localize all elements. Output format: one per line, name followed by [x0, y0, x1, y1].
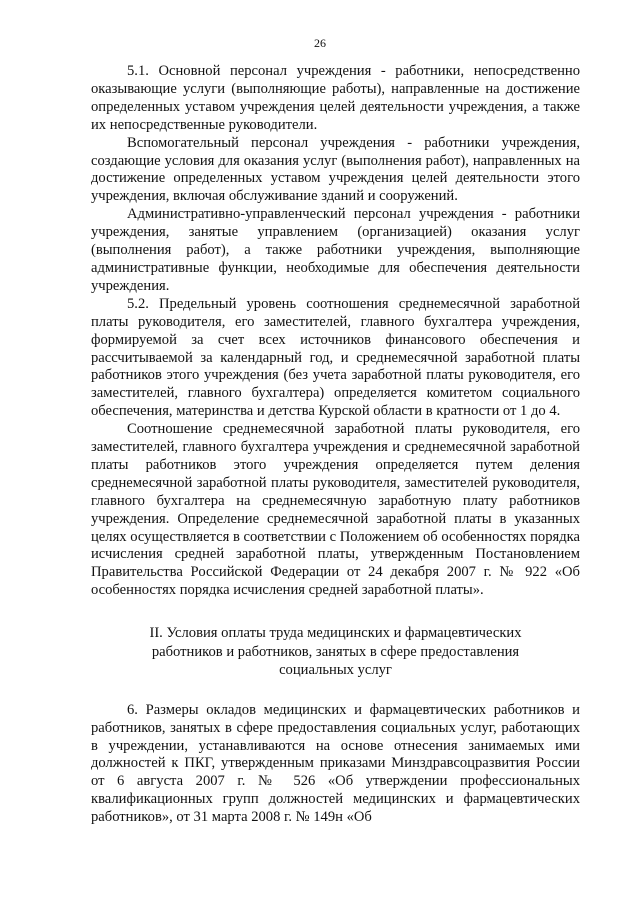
paragraph-5-1-main-staff: 5.1. Основной персонал учреждения - работники, непосредственно оказывающие услуги (выполняющие работы), направленные на достижение определенных уставом учреждения целей деятельности учреждения, а также их непосредственные руководители. [91, 63, 580, 133]
section-heading [91, 624, 580, 680]
page-number: 26 [314, 36, 326, 50]
paragraph-salary-ratio-calculation: Соотношение среднемесячной заработной платы руководителя, его заместителей, главного бухгалтера учреждения и среднемесячной заработной платы работников этого учреждения определяется путем деления среднемесячной заработной платы руководителя, заместителей руководителя, главного бухгалтера на среднемесячную заработную плату работников учреждения. Определение среднемесячной заработной платы в указанных целях осуществляется в соответствии с Положением об особенностях порядка исчисления средней заработной платы, утвержденным Постановлением Правительства Российской Федерации от 24 декабря 2007 г. № 922 «Об особенностях порядка исчисления средней заработной платы». [91, 421, 580, 599]
section-heading-line-3: социальных услуг [279, 662, 392, 679]
paragraph-support-staff: Вспомогательный персонал учреждения - работники учреждения, создающие условия для оказания услуг (выполнения работ), направленных на достижение определенных уставом учреждения целей деятельности этого учреждения, включая обслуживание зданий и сооружений. [91, 134, 580, 205]
paragraph-admin-staff: Административно-управленческий персонал учреждения - работники учреждения, занятые управлением (организацией) оказания услуг (выполнения работ), а также работники учреждения, выполняющие административные функции, необходимые для обеспечения деятельности учреждения. [91, 206, 580, 294]
paragraph-5-2-salary-ratio: 5.2. Предельный уровень соотношения среднемесячной заработной платы руководителя, его заместителей, главного бухгалтера учреждения, формируемой за счет всех источников финансового обеспечения и рассчитываемой за календарный год, и среднемесячной заработной платы работников этого учреждения (без учета заработной платы руководителя, его заместителей, главного бухгалтера) определяется комитетом социального обеспечения, материнства и детства Курской области в кратности от 1 до 4. [91, 295, 580, 420]
paragraph-6-salary-sizes: 6. Размеры окладов медицинских и фармацевтических работников и работников, занятых в сфере предоставления социальных услуг, работающих в учреждении, устанавливаются на основе отнесения занимаемых ими должностей к ПКГ, утвержденным приказами Минздравсоцразвития России от 6 августа 2007 г. № 526 «Об утверждении профессиональных квалификационных групп должностей медицинских и фармацевтических работников», от 31 марта 2008 г. № 149н «Об [91, 701, 580, 826]
section-heading-line-2: работников и работников, занятых в сфере предоставления [151, 643, 520, 660]
section-heading-line-1: II. Условия оплаты труда медицинских и фармацевтических [149, 625, 522, 642]
document-body [91, 63, 580, 827]
